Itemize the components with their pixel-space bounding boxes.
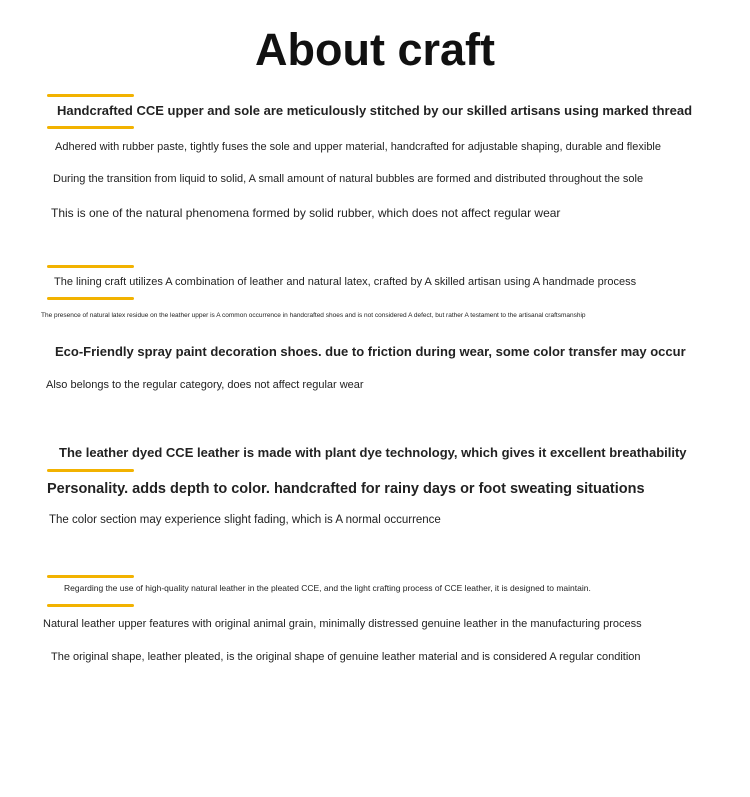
section-3-heading: The leather dyed CCE leather is made with plant dye technology, which gives it excellent breathability — [59, 445, 687, 460]
page-title: About craft — [255, 24, 495, 75]
accent-bar-top — [47, 575, 134, 578]
accent-bar-bottom — [47, 126, 134, 129]
section-2-line-2: The presence of natural latex residue on the leather upper is A common occurrence in handcrafted shoes and is not considered A defect, but rather A testament to the artisanal craftsmanship — [41, 312, 586, 319]
accent-bar-top — [47, 265, 134, 268]
section-3-line-2: Personality. adds depth to color. handcrafted for rainy days or foot sweating situations — [47, 481, 645, 497]
accent-bar-bottom — [47, 297, 134, 300]
section-3-line-3: The color section may experience slight fading, which is A normal occurrence — [49, 514, 441, 526]
section-4-line-2: Natural leather upper features with original animal grain, minimally distressed genuine leather in the manufacturing process — [43, 618, 642, 630]
section-1-line-3: During the transition from liquid to solid, A small amount of natural bubbles are formed and distributed throughout the sole — [53, 173, 644, 185]
section-2-line-3: Eco-Friendly spray paint decoration shoes. due to friction during wear, some color transfer may occur — [55, 344, 686, 359]
section-1-line-4: This is one of the natural phenomena formed by solid rubber, which does not affect regular wear — [51, 206, 561, 220]
accent-bar-bottom — [47, 604, 134, 607]
section-4-line-3: The original shape, leather pleated, is the original shape of genuine leather material and is considered A regular condition — [51, 651, 641, 663]
section-2-heading: The lining craft utilizes A combination of leather and natural latex, crafted by A skilled artisan using A handmade process — [54, 276, 637, 288]
accent-bar-bottom — [47, 469, 134, 472]
section-1-heading: Handcrafted CCE upper and sole are meticulously stitched by our skilled artisans using marked thread — [57, 103, 693, 118]
section-4-heading: Regarding the use of high-quality natural leather in the pleated CCE, and the light crafting process of CCE leather, it is designed to maintain. — [64, 583, 591, 593]
section-1-line-2: Adhered with rubber paste, tightly fuses the sole and upper material, handcrafted for adjustable shaping, durable and flexible — [55, 141, 661, 153]
section-2-line-4: Also belongs to the regular category, does not affect regular wear — [46, 379, 364, 391]
accent-bar-top — [47, 94, 134, 97]
